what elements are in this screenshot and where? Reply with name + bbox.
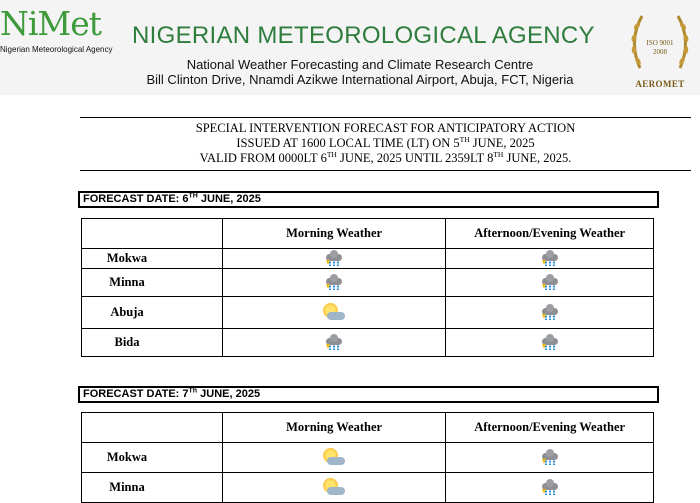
afternoon-cell <box>446 249 654 269</box>
afternoon-cell <box>446 473 654 503</box>
table-row <box>82 443 654 473</box>
table-row <box>82 249 654 269</box>
thunderstorm-rain-icon <box>323 335 345 351</box>
thunderstorm-rain-icon <box>539 305 561 321</box>
forecast-date-label: FORECAST DATE: 6TH JUNE, 2025 <box>78 191 659 208</box>
afternoon-column-header: Afternoon/Evening Weather <box>446 219 654 249</box>
morning-cell <box>222 249 445 269</box>
forecast-date-label: FORECAST DATE: 7Th JUNE, 2025 <box>78 386 659 403</box>
partly-cloudy-icon <box>321 448 347 468</box>
morning-cell <box>222 329 445 357</box>
town-cell: Mokwa <box>82 249 223 269</box>
forecast-table <box>81 412 654 503</box>
town-column-header <box>82 219 223 249</box>
seal-name: AEROMET <box>635 79 685 89</box>
afternoon-cell <box>446 269 654 297</box>
town-cell: Minna <box>82 473 223 503</box>
town-cell: Bida <box>82 329 223 357</box>
thunderstorm-rain-icon <box>539 450 561 466</box>
morning-cell <box>222 443 445 473</box>
logo-subtitle: Nigerian Meteorological Agency <box>0 45 113 54</box>
afternoon-cell <box>446 329 654 357</box>
seal-year: 2008 <box>653 48 667 56</box>
centre-address: Bill Clinton Drive, Nnamdi Azikwe International Airport, Abuja, FCT, Nigeria <box>146 72 574 87</box>
table-row <box>82 269 654 297</box>
town-cell: Abuja <box>82 297 223 329</box>
table-row <box>82 329 654 357</box>
morning-cell <box>222 269 445 297</box>
thunderstorm-rain-icon <box>323 275 345 291</box>
table-header-row <box>82 413 654 443</box>
table-row <box>82 297 654 329</box>
thunderstorm-rain-icon <box>539 251 561 267</box>
table-row <box>82 473 654 503</box>
forecast-table <box>81 218 654 357</box>
morning-column-header: Morning Weather <box>222 413 445 443</box>
town-column-header <box>82 413 223 443</box>
document-title <box>80 121 691 166</box>
afternoon-column-header: Afternoon/Evening Weather <box>446 413 654 443</box>
agency-name: NIGERIAN METEOROLOGICAL AGENCY <box>132 22 595 49</box>
thunderstorm-rain-icon <box>323 251 345 267</box>
centre-name: National Weather Forecasting and Climate Research Centre <box>186 57 534 72</box>
morning-cell <box>222 473 445 503</box>
town-cell: Minna <box>82 269 223 297</box>
morning-cell <box>222 297 445 329</box>
iso-seal <box>620 6 700 94</box>
title-line-2: ISSUED AT 1600 LOCAL TIME (LT) ON 5TH JUNE, 2025 <box>236 134 535 150</box>
town-cell: Mokwa <box>82 443 223 473</box>
title-line-3: VALID FROM 0000LT 6TH JUNE, 2025 UNTIL 2359LT 8TH JUNE, 2025. <box>199 149 572 165</box>
thunderstorm-rain-icon <box>539 480 561 496</box>
thunderstorm-rain-icon <box>539 275 561 291</box>
title-line-1: SPECIAL INTERVENTION FORECAST FOR ANTICIPATORY ACTION <box>195 121 576 135</box>
partly-cloudy-icon <box>321 478 347 498</box>
seal-iso: ISO 9001 <box>646 39 674 47</box>
afternoon-cell <box>446 297 654 329</box>
afternoon-cell <box>446 443 654 473</box>
morning-column-header: Morning Weather <box>222 219 445 249</box>
thunderstorm-rain-icon <box>539 335 561 351</box>
partly-cloudy-icon <box>321 303 347 323</box>
table-header-row <box>82 219 654 249</box>
logo-text: NiMet <box>0 4 102 43</box>
title-bottom-rule <box>80 170 691 171</box>
nimet-logo <box>0 5 125 60</box>
title-top-rule <box>80 117 691 118</box>
letterhead <box>0 0 700 95</box>
